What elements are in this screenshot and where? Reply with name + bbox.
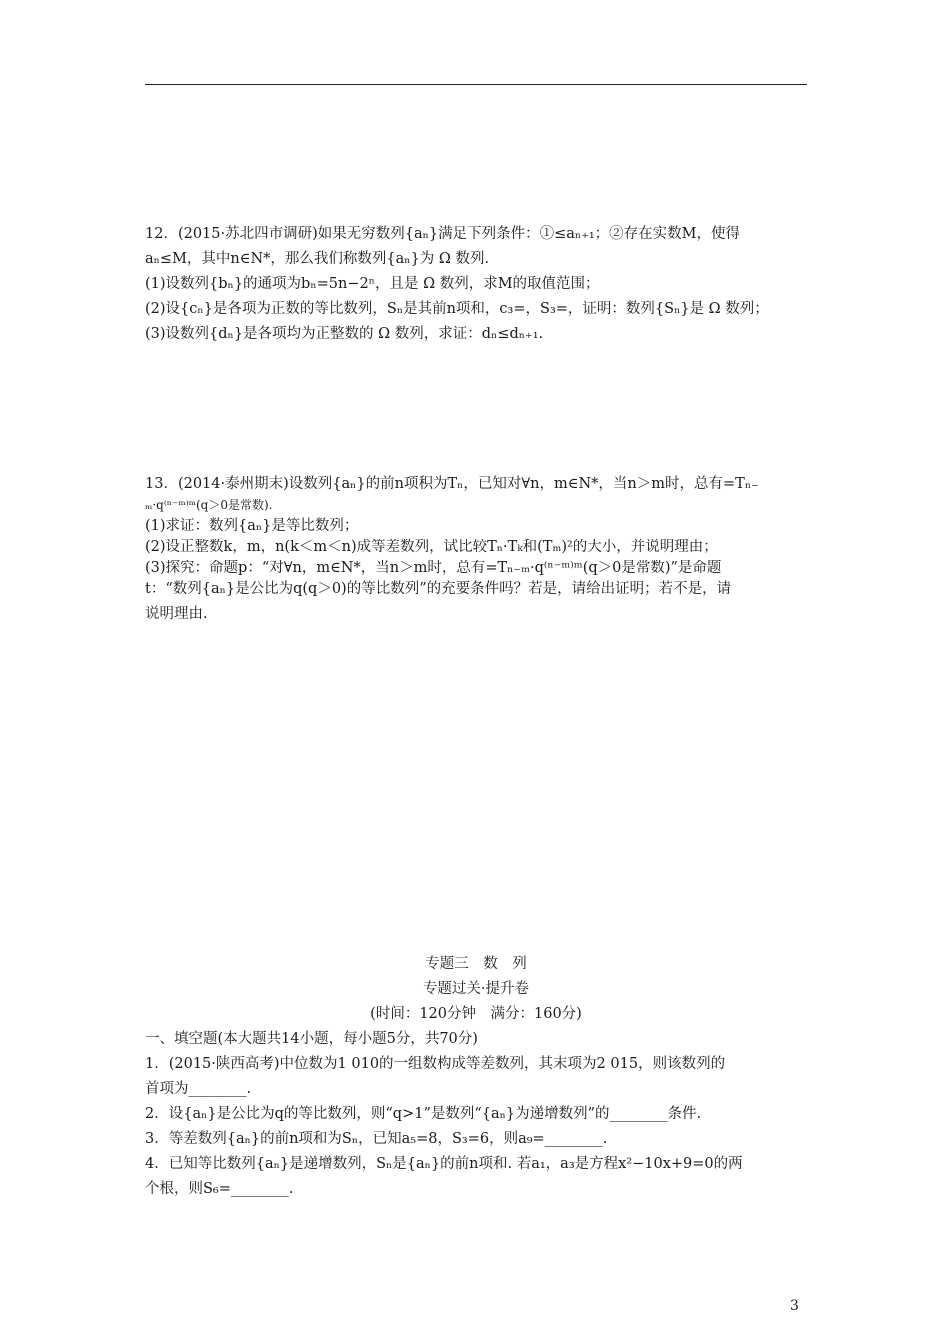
q12-line: (3)设数列{dₙ}是各项均为正整数的 Ω 数列，求证：dₙ≤dₙ₊₁.: [145, 326, 544, 342]
q13-line: t：“数列{aₙ}是公比为q(q＞0)的等比数列”的充要条件吗？若是，请给出证明；若不是，请: [145, 581, 732, 597]
exam-subtitle: 专题过关·提升卷: [422, 981, 530, 997]
exam-info: (时间：120分钟 满分：160分): [370, 1006, 582, 1022]
question-line: 1．(2015·陕西高考)中位数为1 010的一组数构成等差数列，其末项为2 015，则该数列的: [145, 1056, 726, 1072]
q13-line: (2)设正整数k，m，n(k＜m＜n)成等差数列，试比较Tₙ·Tₖ和(Tₘ)²的大小，并说明理由；: [145, 539, 718, 555]
question-line: 2．设{aₙ}是公比为q的等比数列，则“q>1”是数列“{aₙ}为递增数列”的________条件.: [145, 1106, 702, 1122]
page-number: 3: [790, 1298, 799, 1314]
q13-line: 13．(2014·泰州期末)设数列{aₙ}的前n项积为Tₙ，已知对∀n，m∈N*，当n＞m时，总有=Tₙ₋: [145, 476, 759, 492]
q12-line: aₙ≤M，其中n∈N*，那么我们称数列{aₙ}为 Ω 数列.: [145, 251, 490, 267]
header-rule: [145, 84, 807, 85]
question-13: [145, 472, 807, 627]
exam-title: 专题三 数 列: [425, 956, 527, 972]
question-12: [145, 222, 807, 347]
question-line: 首项为________.: [145, 1081, 252, 1097]
q13-line: ₘ·q⁽ⁿ⁻ᵐ⁾ᵐ(q＞0是常数).: [145, 498, 273, 512]
question-line: 个根，则S₆=________.: [145, 1181, 294, 1197]
question-line: 4．已知等比数列{aₙ}是递增数列，Sₙ是{aₙ}的前n项和. 若a₁，a₃是方程x²−10x+9=0的两: [145, 1156, 743, 1172]
section-fill-in: [145, 1027, 807, 1202]
q13-line: (3)探究：命题p：“对∀n，m∈N*，当n＞m时，总有=Tₙ₋ₘ·q⁽ⁿ⁻ᵐ⁾ᵐ(q＞0是常数)”是命题: [145, 560, 722, 576]
question-line: 3．等差数列{aₙ}的前n项和为Sₙ，已知a₅=8，S₃=6，则a₉=________.: [145, 1131, 608, 1147]
q12-line: 12．(2015·苏北四市调研)如果无穷数列{aₙ}满足下列条件：①≤aₙ₊₁；②存在实数M，使得: [145, 226, 741, 242]
q13-line: (1)求证：数列{aₙ}是等比数列；: [145, 518, 359, 534]
q13-line: 说明理由.: [145, 606, 208, 622]
q12-line: (2)设{cₙ}是各项为正数的等比数列，Sₙ是其前n项和，c₃=，S₃=，证明：数列{Sₙ}是 Ω 数列；: [145, 301, 769, 317]
section-heading: 一、填空题(本大题共14小题，每小题5分，共70分): [145, 1031, 478, 1047]
exam-header: [145, 952, 807, 1027]
q12-line: (1)设数列{bₙ}的通项为bₙ=5n−2ⁿ，且是 Ω 数列，求M的取值范围；: [145, 276, 600, 292]
